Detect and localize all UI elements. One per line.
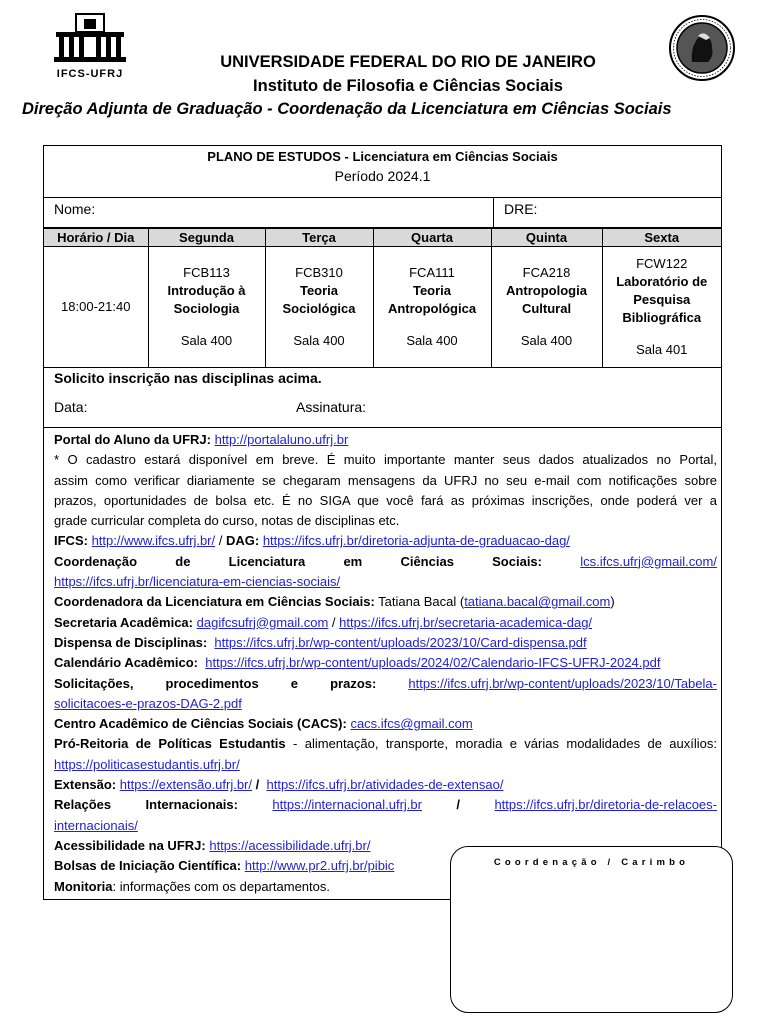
solicitacoes-link[interactable]: https://ifcs.ufrj.br/wp-content/uploads/2023/10/Tabela- xyxy=(408,675,717,691)
dispensa-link[interactable]: https://ifcs.ufrj.br/wp-content/uploads/2023/10/Card-dispensa.pdf xyxy=(214,634,587,650)
time-cell: 18:00-21:40 xyxy=(44,247,148,368)
course-code: FCB113 xyxy=(183,265,230,280)
ifcs-logo xyxy=(50,10,130,84)
schedule-row xyxy=(44,247,721,368)
coordination-line: Coordenação de Licenciatura em Ciências Sociais: lcs.ifcs.ufrj@gmail.com/ xyxy=(54,553,717,569)
solicitacoes-link-cont[interactable]: solicitacoes-e-prazos-DAG-2.pdf xyxy=(54,695,242,711)
course-code: FCA111 xyxy=(409,265,455,280)
dispensa-line: Dispensa de Disciplinas: https://ifcs.ufrj.br/wp-content/uploads/2023/10/Card-dispensa.pdf xyxy=(54,634,587,650)
pr7-url-line xyxy=(54,755,717,775)
dre-field[interactable]: DRE: xyxy=(504,201,538,217)
course-name: Teoria xyxy=(412,283,452,298)
schedule-header-row xyxy=(44,229,721,247)
course-name: Sociologia xyxy=(173,301,240,316)
course-name: Antropologia xyxy=(506,283,587,298)
course-room: Sala 400 xyxy=(180,333,233,348)
course-name: Sociológica xyxy=(282,301,356,316)
coordinator-line: Coordenadora da Licenciatura em Ciências Sociais: Tatiana Bacal (tatiana.bacal@gmail.com) xyxy=(54,594,615,610)
monitoria-line: Monitoria: informações com os departamentos. xyxy=(54,878,330,894)
ri-link-2[interactable]: https://ifcs.ufrj.br/diretoria-de-relacoes- xyxy=(494,797,717,813)
course-cell-quarta xyxy=(373,247,491,368)
course-name: Bibliográfica xyxy=(622,310,702,325)
extensao-link-2[interactable]: https://ifcs.ufrj.br/atividades-de-extensao/ xyxy=(266,777,504,793)
course-name: Laboratório de xyxy=(616,274,708,289)
note-line: prazos, oportunidades de bolsa etc. É no SIGA que você fará as próximas inscrições, onde poderá ver a xyxy=(54,492,717,508)
ufrj-seal-icon xyxy=(668,14,736,82)
date-field[interactable]: Data: xyxy=(54,399,88,415)
course-room: Sala 400 xyxy=(293,333,345,348)
header-cell: Sexta xyxy=(602,229,721,247)
calendario-link[interactable]: https://ifcs.ufrj.br/wp-content/uploads/2024/02/Calendario-IFCS-UFRJ-2024.pdf xyxy=(205,655,661,671)
solicitacoes-line-2 xyxy=(54,694,717,714)
ri-line: Relações Internacionais: https://internacional.ufrj.br / https://ifcs.ufrj.br/diretoria-de-relacoes- xyxy=(54,797,717,813)
signature-field[interactable]: Assinatura: xyxy=(296,399,367,415)
course-room: Sala 400 xyxy=(520,333,573,348)
bolsas-line: Bolsas de Iniciação Científica: http://www.pr2.ufrj.br/pibic xyxy=(54,858,395,874)
portal-link[interactable]: http://portalaluno.ufrj.br xyxy=(214,432,349,447)
course-code: FCW122 xyxy=(636,256,688,271)
extensao-line: Extensão: https://extensão.ufrj.br/ / https://ifcs.ufrj.br/atividades-de-extensao/ xyxy=(54,777,504,793)
document-header xyxy=(0,0,768,140)
stamp-box xyxy=(450,846,733,1013)
secretaria-email-link[interactable]: dagifcsufrj@gmail.com xyxy=(196,614,329,630)
pr7-line: Pró-Reitoria de Políticas Estudantis - alimentação, transporte, moradia e várias modalidades de auxílios: xyxy=(54,736,717,752)
solicitacoes-line: Solicitações, procedimentos e prazos: https://ifcs.ufrj.br/wp-content/uploads/2023/10/Tabela- xyxy=(54,675,717,691)
course-name: Introdução à xyxy=(167,283,246,298)
course-name: Antropológica xyxy=(387,301,477,316)
coordinator-email-link[interactable]: tatiana.bacal@gmail.com xyxy=(464,594,611,610)
course-cell-terca xyxy=(265,247,373,368)
course-cell-sexta xyxy=(602,247,721,368)
course-name: Pesquisa xyxy=(633,292,691,307)
ifcs-link[interactable]: http://www.ifcs.ufrj.br/ xyxy=(91,533,216,549)
bolsas-link[interactable]: http://www.pr2.ufrj.br/pibic xyxy=(244,858,395,874)
course-room: Sala 400 xyxy=(406,333,458,348)
portal-line: Portal do Aluno da UFRJ: http://portalaluno.ufrj.br xyxy=(54,432,349,447)
course-name: Cultural xyxy=(521,301,572,316)
ri-link-1[interactable]: https://internacional.ufrj.br xyxy=(272,797,422,813)
logo-text: IFCS-UFRJ xyxy=(56,68,124,80)
dag-link[interactable]: https://ifcs.ufrj.br/diretoria-adjunta-de-graduacao-dag/ xyxy=(262,533,570,549)
name-dre-divider xyxy=(493,198,494,227)
schedule-table xyxy=(44,228,721,368)
header-cell: Quarta xyxy=(373,229,491,247)
institute-name: Instituto de Filosofia e Ciências Sociais xyxy=(253,77,563,95)
cacs-email-link[interactable]: cacs.ifcs@gmail.com xyxy=(350,716,473,732)
ifcs-dag-line: IFCS: http://www.ifcs.ufrj.br/ / DAG: https://ifcs.ufrj.br/diretoria-adjunta-de-graduacao-dag/ xyxy=(54,533,570,549)
ri-line-2 xyxy=(54,816,717,836)
secretaria-line: Secretaria Acadêmica: dagifcsufrj@gmail.com / https://ifcs.ufrj.br/secretaria-academica-dag/ xyxy=(54,614,593,630)
form-period: Período 2024.1 xyxy=(334,168,431,184)
request-statement: Solicito inscrição nas disciplinas acima. xyxy=(54,370,322,386)
course-code: FCB310 xyxy=(295,265,343,280)
university-name: UNIVERSIDADE FEDERAL DO RIO DE JANEIRO xyxy=(220,53,596,71)
ri-link-2-cont[interactable]: internacionais/ xyxy=(54,817,138,833)
direction-name: Direção Adjunta de Graduação - Coordenação da Licenciatura em Ciências Sociais xyxy=(22,100,672,118)
name-dre-row xyxy=(44,198,721,228)
course-cell-quinta xyxy=(491,247,602,368)
note-line: * O cadastro estará disponível em breve. É muito importante manter seus dados atualizados no Portal, xyxy=(54,452,717,468)
pr7-link[interactable]: https://politicasestudantis.ufrj.br/ xyxy=(54,756,240,772)
calendario-line: Calendário Acadêmico: https://ifcs.ufrj.br/wp-content/uploads/2024/02/Calendario-IFCS-UFRJ-2024.pdf xyxy=(54,655,661,671)
course-room: Sala 401 xyxy=(636,342,688,357)
extensao-link-1[interactable]: https://extensão.ufrj.br/ xyxy=(119,777,252,793)
note-line: assim como verificar diariamente se chegaram mensagens da UFRJ no seu e-mail com notificações sobre xyxy=(54,472,717,488)
course-code: FCA218 xyxy=(522,265,571,280)
stamp-label: Coordenação / Carimbo xyxy=(493,857,690,868)
coordination-email-link[interactable]: lcs.ifcs.ufrj@gmail.com/ xyxy=(580,553,717,569)
note-line: grade curricular completa do curso, notas de disciplinas etc. xyxy=(54,513,400,529)
course-cell-segunda xyxy=(148,247,265,368)
information-section xyxy=(54,430,717,897)
signature-row xyxy=(44,368,721,428)
study-plan-form xyxy=(43,145,722,900)
header-cell: Horário / Dia xyxy=(44,229,148,247)
header-cell: Terça xyxy=(265,229,373,247)
coordination-url-line xyxy=(54,572,717,592)
header-cell: Segunda xyxy=(148,229,265,247)
form-title: PLANO DE ESTUDOS - Licenciatura em Ciências Sociais xyxy=(207,149,558,164)
acessibilidade-line: Acessibilidade na UFRJ: https://acessibilidade.ufrj.br/ xyxy=(54,837,371,853)
name-field[interactable]: Nome: xyxy=(54,201,96,217)
course-name: Teoria xyxy=(299,283,339,298)
secretaria-link[interactable]: https://ifcs.ufrj.br/secretaria-academica-dag/ xyxy=(339,614,593,630)
form-title-row xyxy=(44,146,721,198)
coordination-link[interactable]: https://ifcs.ufrj.br/licenciatura-em-ciencias-sociais/ xyxy=(54,574,341,590)
cacs-line: Centro Acadêmico de Ciências Sociais (CACS): cacs.ifcs@gmail.com xyxy=(54,716,473,732)
header-cell: Quinta xyxy=(491,229,602,247)
acessibilidade-link[interactable]: https://acessibilidade.ufrj.br/ xyxy=(209,837,371,853)
